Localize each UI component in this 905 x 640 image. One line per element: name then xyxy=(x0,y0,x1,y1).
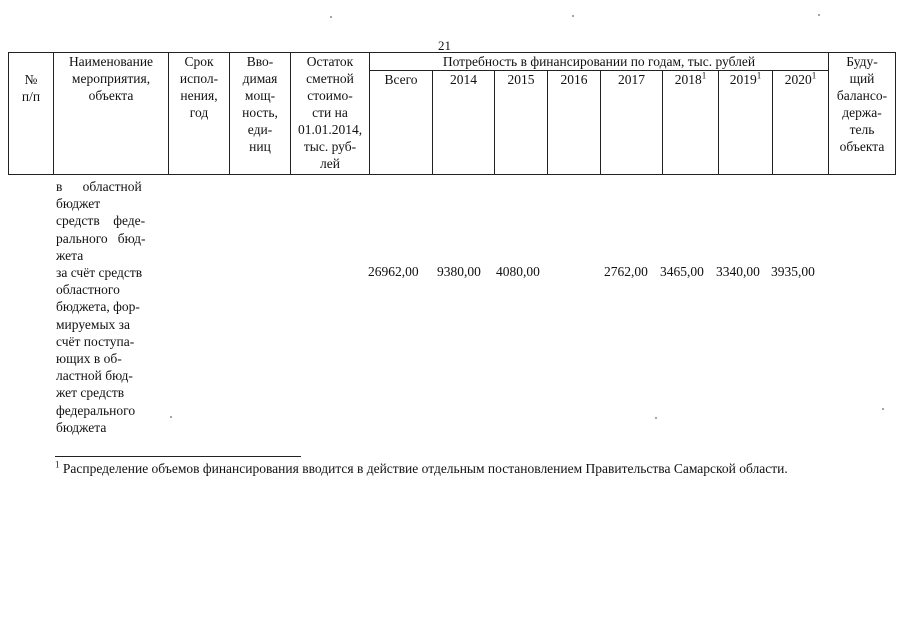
description-line: жета xyxy=(56,247,84,263)
header-line: Буду- xyxy=(846,54,878,69)
header-line: п/п xyxy=(21,89,41,104)
header-col-num xyxy=(9,53,54,175)
header-line: еди- xyxy=(247,122,273,137)
header-year-2018: 2018$^1$ xyxy=(663,71,719,175)
scan-speck xyxy=(882,408,884,410)
description-line: счёт поступа- xyxy=(56,333,135,349)
description-line: рального бюд- xyxy=(56,230,146,246)
value-2015: 4080,00 xyxy=(496,264,540,279)
header-col-holder xyxy=(829,53,896,175)
footnote xyxy=(55,460,885,477)
header-line: Вво- xyxy=(246,54,274,69)
header-line: балансо- xyxy=(836,88,888,103)
description-line: средств феде- xyxy=(56,213,146,229)
description-line: за счёт средств xyxy=(56,265,143,281)
header-line: мероприятия, xyxy=(71,71,151,86)
header-line: держа- xyxy=(842,105,882,120)
description-line: бюджета xyxy=(56,419,107,435)
header-year-2020: 2020$^1$ xyxy=(773,71,829,175)
footnote-marker: 1 xyxy=(55,459,60,470)
footnote-separator xyxy=(55,456,301,457)
financing-table xyxy=(8,52,896,175)
header-col-name xyxy=(54,53,169,175)
scan-speck xyxy=(330,16,332,18)
header-line: Срок xyxy=(184,54,214,69)
scan-speck xyxy=(170,416,172,418)
description-line: мируемых за xyxy=(56,316,130,332)
description-line: федерального xyxy=(56,402,136,418)
description-line: бюджета, фор- xyxy=(56,299,140,315)
header-line: димая xyxy=(242,71,278,86)
header-line: № xyxy=(24,72,38,87)
value-2018: 3465,00 xyxy=(660,264,704,279)
header-year-2019: 2019$^1$ xyxy=(719,71,773,175)
description-line: ластной бюд- xyxy=(56,368,133,384)
header-col-total: Всего xyxy=(370,71,433,175)
header-line: год xyxy=(189,105,209,120)
header-line: мощ- xyxy=(244,88,276,103)
header-line: сти на xyxy=(312,105,348,120)
header-year-2015: 2015 xyxy=(495,71,548,175)
header-line: испол- xyxy=(179,71,219,86)
header-line: сметной xyxy=(306,71,354,86)
header-line: щий xyxy=(849,71,875,86)
header-line: Наименование xyxy=(68,54,154,69)
header-line: тель xyxy=(849,122,875,137)
header-line: 01.01.2014, xyxy=(297,122,363,137)
header-col-capacity xyxy=(230,53,291,175)
value-total: 26962,00 xyxy=(368,264,419,279)
page-number: 21 xyxy=(438,38,451,53)
header-year-2014: 2014 xyxy=(433,71,495,175)
header-line: ность, xyxy=(242,105,278,120)
row-description xyxy=(56,178,164,436)
value-2019: 3340,00 xyxy=(716,264,760,279)
description-line: в областной xyxy=(56,179,142,194)
description-line: ющих в об- xyxy=(56,351,122,367)
header-line: Остаток xyxy=(306,54,354,69)
header-line: стоимо- xyxy=(307,88,353,103)
value-2020: 3935,00 xyxy=(771,264,815,279)
header-line: объекта xyxy=(88,88,134,103)
description-line: бюджет xyxy=(56,196,101,212)
header-line: лей xyxy=(320,156,340,171)
header-need-group: Потребность в финансировании по годам, тыс. рублей xyxy=(370,53,829,71)
header-col-term xyxy=(169,53,230,175)
scan-speck xyxy=(572,15,574,17)
value-2014: 9380,00 xyxy=(437,264,481,279)
header-year-2017: 2017 xyxy=(601,71,663,175)
footnote-text: Распределение объемов финансирования вводится в действие отдельным постановлением Правительства Самарской области. xyxy=(59,461,788,476)
header-line: объекта xyxy=(839,139,885,154)
description-line: жет средств xyxy=(56,385,125,401)
scan-speck xyxy=(655,417,657,419)
scan-speck xyxy=(818,14,820,16)
header-year-2016: 2016 xyxy=(548,71,601,175)
header-line: нения, xyxy=(180,88,218,103)
header-line: тыс. руб- xyxy=(303,139,357,154)
description-line: областного xyxy=(56,282,120,298)
header-col-remainder xyxy=(291,53,370,175)
value-2017: 2762,00 xyxy=(604,264,648,279)
header-line: ниц xyxy=(249,139,271,154)
